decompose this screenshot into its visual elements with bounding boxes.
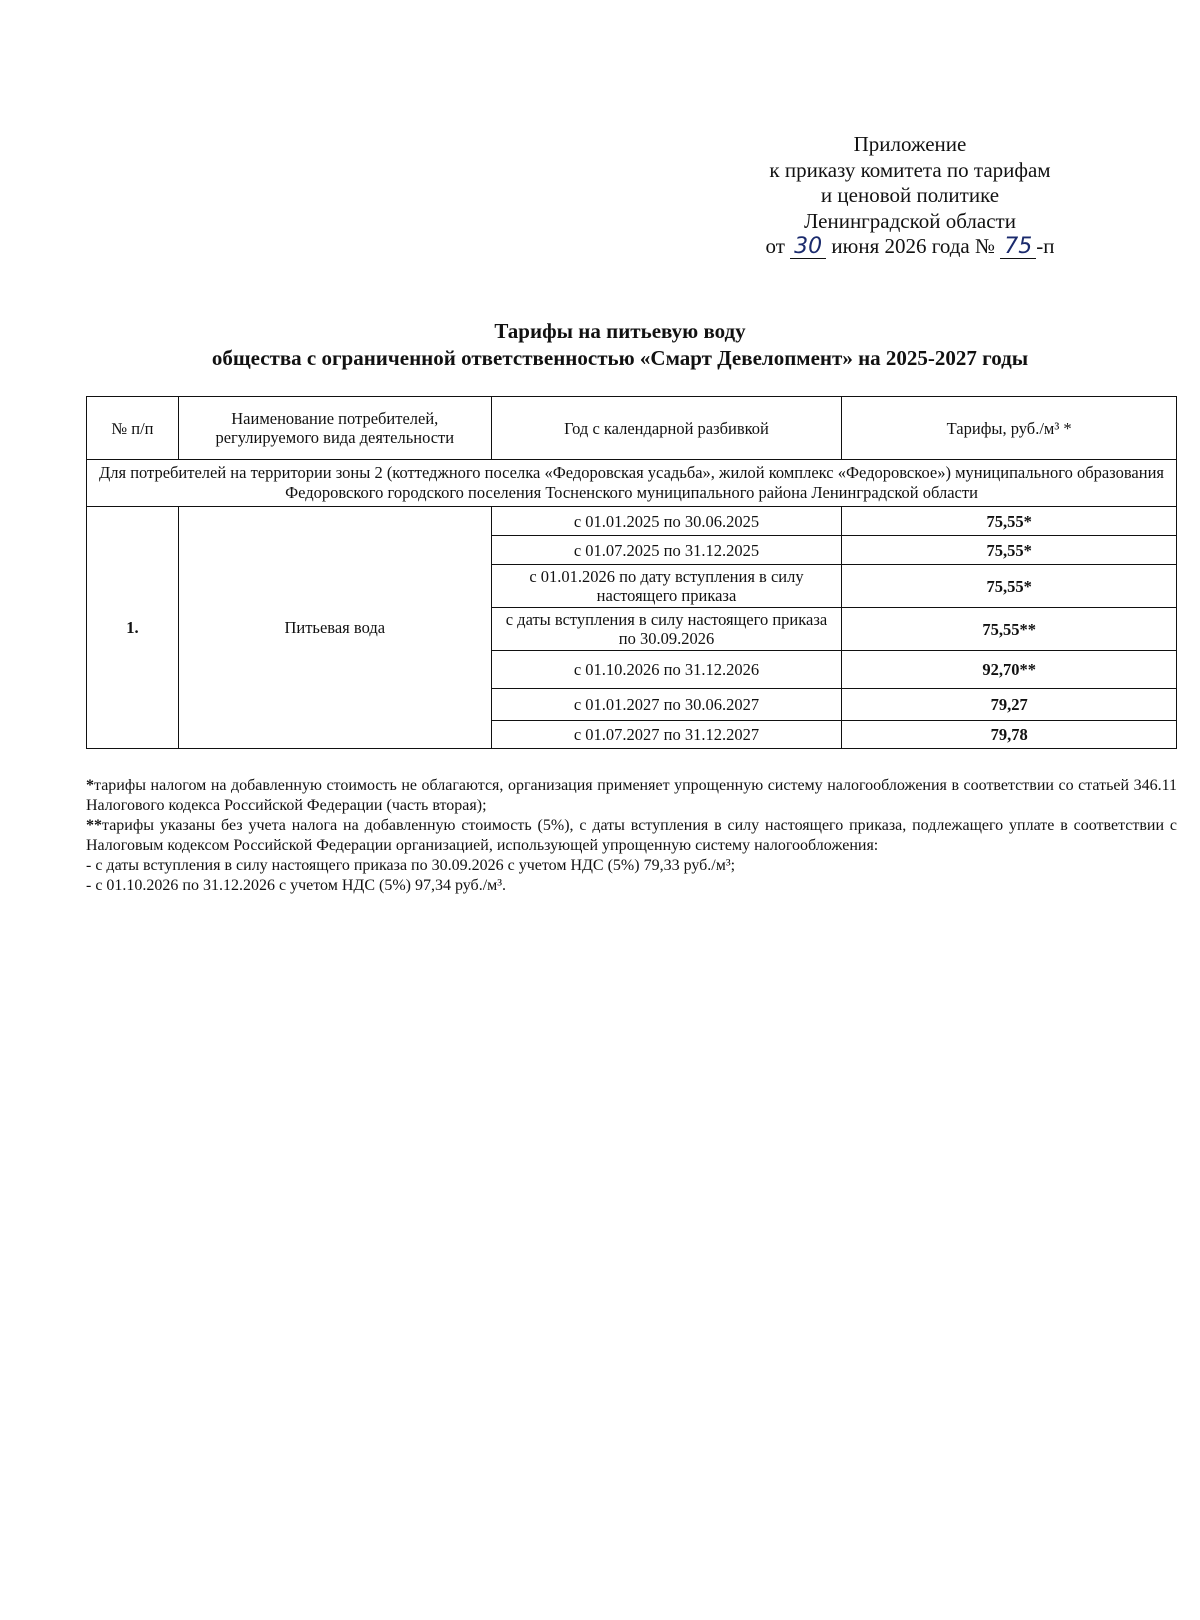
footnote-2-text: тарифы указаны без учета налога на добавленную стоимость (5%), с даты вступления в силу настоящего приказа, подлежащего уплате в соответствии с Налоговым кодексом Российской Федерации организацией, использующей упрощенную систему налогообложения: (86, 817, 1177, 854)
period-cell: с даты вступления в силу настоящего приказа по 30.09.2026 (491, 608, 842, 651)
document-title (80, 318, 1160, 372)
footnote-1 (86, 776, 1177, 816)
tariff-cell: 79,27 (842, 689, 1177, 721)
handwritten-day: 30 (790, 236, 826, 259)
period-cell: с 01.01.2025 по 30.06.2025 (491, 507, 842, 536)
period-cell: с 01.07.2025 по 31.12.2025 (491, 536, 842, 565)
tariff-table (86, 396, 1177, 749)
footnote-1-mark: * (86, 777, 94, 794)
table-header-row (87, 397, 1177, 460)
appendix-header (700, 132, 1120, 260)
table-row (87, 507, 1177, 536)
title-line-2: общества с ограниченной ответственностью «Смарт Девелопмент» на 2025-2027 годы (211, 346, 1029, 370)
tariff-cell: 75,55** (842, 608, 1177, 651)
item-name: Питьевая вода (178, 507, 491, 749)
footnote-bullet-1: - с даты вступления в силу настоящего приказа по 30.09.2026 с учетом НДС (5%) 79,33 руб./м³; (86, 857, 736, 874)
order-suffix: -п (1036, 234, 1055, 258)
tariff-cell: 75,55* (842, 536, 1177, 565)
handwritten-order-number: 75 (1000, 236, 1036, 259)
zone-row (87, 460, 1177, 507)
order-date-line (700, 234, 1120, 260)
tariff-cell: 79,78 (842, 721, 1177, 749)
header-name: Наименование потребителей, регулируемого вида деятельности (178, 397, 491, 460)
footnote-2-mark: ** (86, 817, 102, 834)
appendix-line: Приложение (853, 132, 967, 156)
period-cell: с 01.10.2026 по 31.12.2026 (491, 651, 842, 689)
tariff-cell: 75,55* (842, 565, 1177, 608)
appendix-line: и ценовой политике (820, 183, 1000, 207)
footnotes (86, 776, 1177, 896)
date-rest: июня 2026 года № (831, 234, 996, 258)
period-cell: с 01.01.2026 по дату вступления в силу настоящего приказа (491, 565, 842, 608)
tariff-cell: 92,70** (842, 651, 1177, 689)
tariff-cell: 75,55* (842, 507, 1177, 536)
appendix-line: Ленинградской области (804, 208, 1016, 233)
header-tariff: Тарифы, руб./м³ * (842, 397, 1177, 460)
appendix-line: к приказу комитета по тарифам (769, 157, 1051, 182)
date-prefix: от (765, 234, 785, 258)
period-cell: с 01.01.2027 по 30.06.2027 (491, 689, 842, 721)
footnote-2 (86, 816, 1177, 856)
footnote-bullet-2: - с 01.10.2026 по 31.12.2026 с учетом НДС (5%) 97,34 руб./м³. (86, 877, 507, 894)
title-line-1: Тарифы на питьевую воду (494, 319, 746, 343)
header-period: Год с календарной разбивкой (491, 397, 842, 460)
zone-description: Для потребителей на территории зоны 2 (коттеджного поселка «Федоровская усадьба», жилой комплекс «Федоровское») муниципального образования Федоровского городского поселения Тосненского муниципального района Ленинградской области (87, 460, 1177, 507)
period-cell: с 01.07.2027 по 31.12.2027 (491, 721, 842, 749)
item-number: 1. (87, 507, 179, 749)
header-num: № п/п (87, 397, 179, 460)
footnote-1-text: тарифы налогом на добавленную стоимость не облагаются, организация применяет упрощенную систему налогообложения в соответствии со статьей 346.11 Налогового кодекса Российской Федерации (часть вторая); (86, 777, 1177, 814)
